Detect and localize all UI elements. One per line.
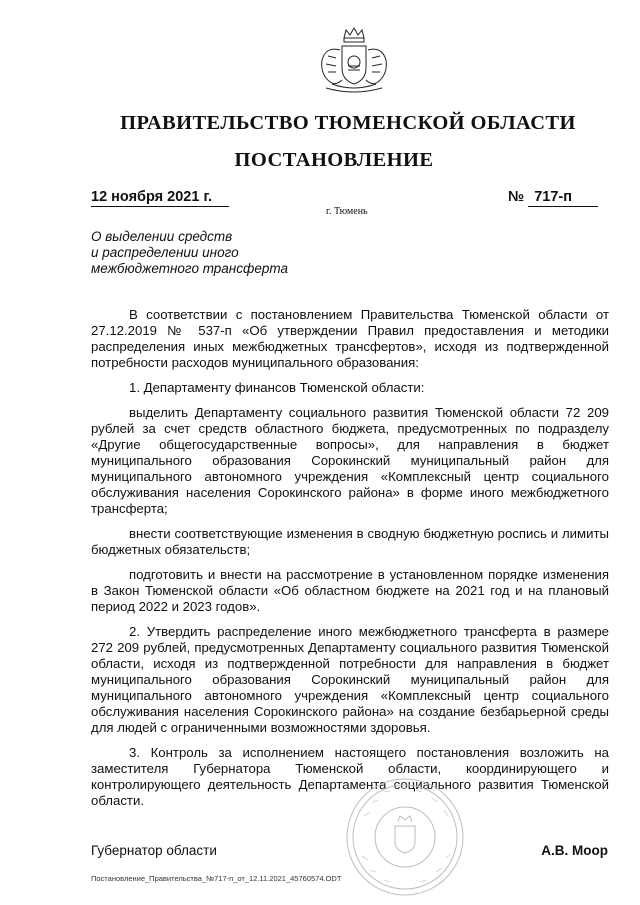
subject-line: межбюджетного трансферта <box>91 261 289 276</box>
document-number <box>508 189 598 207</box>
number-value: 717-п <box>528 189 598 207</box>
city-label: г. Тюмень <box>326 206 368 217</box>
paragraph-item-1-law: подготовить и внести на рассмотрение в установленном порядке изменения в Закон Тюменской области «Об областном бюджете на 2021 год и на плановый период 2022 и 2023 годов». <box>91 567 609 614</box>
signatory-name: А.В. Моор <box>541 843 608 858</box>
paragraph-item-3: 3. Контроль за исполнением настоящего постановления возложить на заместителя Губернатора Тюменской области, координирующего и контролирующего деятельность Департамента социального развития Тюменской области. <box>91 745 609 808</box>
document-date: 12 ноября 2021 г. <box>91 189 229 207</box>
paragraph-item-2: 2. Утвердить распределение иного межбюджетного трансферта в размере 272 209 рублей, предусмотренных Департаменту социального развития Тюменской области, исходя из подтвержденной потребности для направления в бюджет муниципального образования Сорокинский муниципальный район для муниципального автономного учреждения «Комплексный центр социального обслуживания населения Сорокинского района» на создание безбарьерной среды для людей с ограниченными возможностями здоровья. <box>91 624 609 735</box>
paragraph-item-1-amend: внести соответствующие изменения в сводную бюджетную роспись и лимиты бюджетных обязательств; <box>91 526 609 557</box>
document-body <box>91 307 609 809</box>
signatory-position: Губернатор области <box>91 843 217 858</box>
subject-line: и распределении иного <box>91 245 239 260</box>
coat-of-arms-icon <box>312 26 396 96</box>
official-seal-icon <box>344 776 466 898</box>
paragraph-item-1: 1. Департаменту финансов Тюменской области: <box>129 380 425 395</box>
document-type: ПОСТАНОВЛЕНИЕ <box>234 149 434 171</box>
paragraph-item-1-allocate: выделить Департаменту социального развития Тюменской области 72 209 рублей за счет средств областного бюджета, предусмотренных по подразделу «Другие общегосударственные вопросы», для направления в бюджет муниципального образования Сорокинский муниципальный район для муниципального автономного учреждения «Комплексный центр социального обслуживания населения Сорокинского района» в форме иного межбюджетного трансферта; <box>91 405 609 516</box>
subject-line: О выделении средств <box>91 229 233 244</box>
paragraph-preamble: В соответствии с постановлением Правительства Тюменской области от 27.12.2019 № 537-п «Об утверждении Правил предоставления и методики распределения иных межбюджетных трансфертов», исходя из подтвержденной потребности расходов муниципального образования: <box>91 307 609 370</box>
document-subject <box>91 229 351 277</box>
number-sign: № <box>508 189 525 205</box>
government-title: ПРАВИТЕЛЬСТВО ТЮМЕНСКОЙ ОБЛАСТИ <box>120 112 576 134</box>
file-footer: Постановление_Правительства_№717-п_от_12.11.2021_45760574.ODT <box>91 874 342 883</box>
